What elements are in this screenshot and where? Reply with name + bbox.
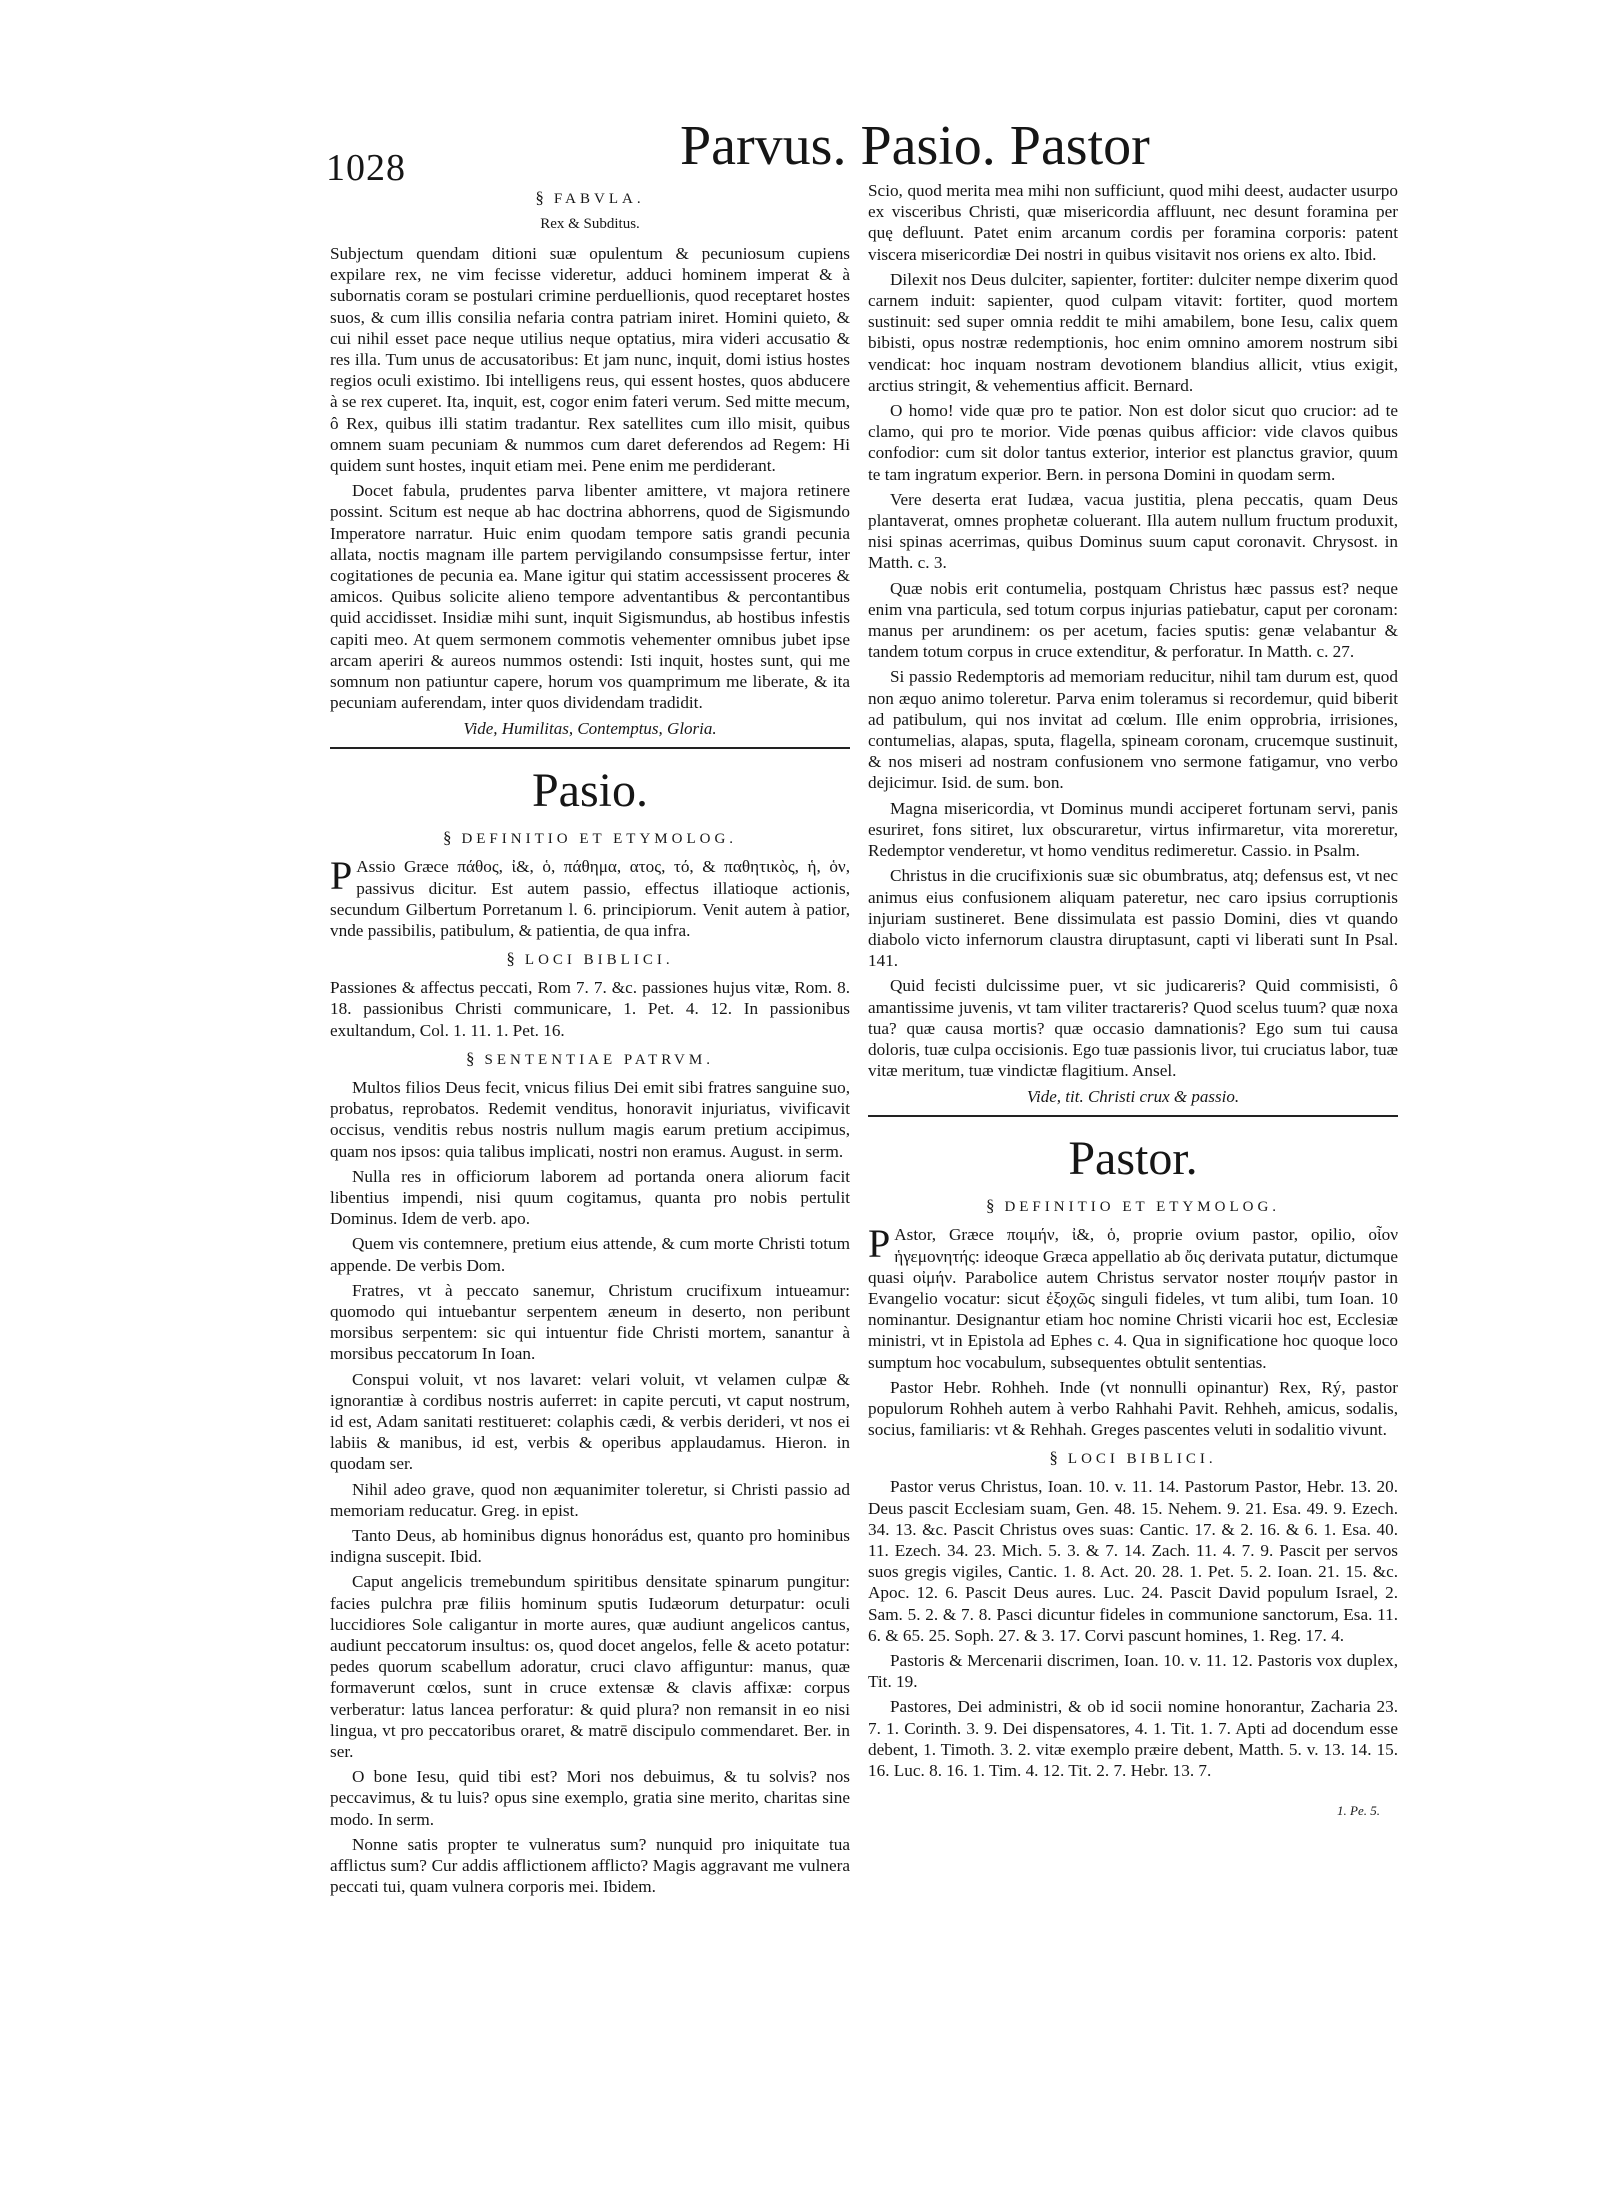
sententia: Quem vis contemnere, pretium eius attende, & cum morte Christi totum appende. De verbis Dom. (330, 1234, 850, 1275)
pilcrow-icon: § (985, 1196, 995, 1216)
pastor-loci-heading: § LOCI BIBLICI. (1049, 1448, 1217, 1468)
pastor-loci-text: Pastor verus Christus, Ioan. 10. v. 11. 14. Pastorum Pastor, Hebr. 13. 20. Deus pascit Ecclesiam suam, Gen. 48. 15. Nehem. 9. 21. Esa. 49. 9. Ezech. 34. 13. &c. Pascit Christus oves suas: Cantic. 17. & 2. 16. & 6. 1. Esa. 40. 11. Ezech. 34. 23. Mich. 5. 3. & 7. 14. Zach. 11. 4. 7. 9. Pascit per servos suos gregis vigiles, Cantic. 1. 8. Act. 20. 28. 1. Pet. 5. 2. Ioan. 21. 15. &c. Apoc. 12. 6. Pascit Deus aures. Luc. 24. Pascit David populum Israel, 2. Sam. 5. 2. & 7. 8. Pasci dicuntur fideles in communione sanctorum, Esa. 11. 6. & 65. 25. Soph. 27. & 3. 17. Corvi pascunt homines, 1. Reg. 17. 4. (868, 1477, 1398, 1645)
sententia: Vere deserta erat Iudæa, vacua justitia, plena peccatis, quam Deus plantaverat, omnes prophetæ coluerant. Illa autem nullum fructum produxit, nisi spinas acerrimas, quibus Dominus suum caput coronavit. Chrysost. in Matth. c. 3. (868, 489, 1398, 573)
passio-definition-heading: § DEFINITIO ET ETYMOLOG. (442, 828, 738, 848)
sententia: O bone Iesu, quid tibi est? Mori nos debuimus, & tu solvis? nos peccavimus, & tu luis? opus sine exemplo, gratia sine merito, charitas sine modo. In serm. (330, 1767, 850, 1829)
passio-sententiae-heading: § SENTENTIAE PATRVM. (466, 1048, 714, 1068)
sententia: Multos filios Deus fecit, vnicus filius Dei emit sibi fratres sanguine suo, probatus, reprobatos. Redemit venditus, honoravit injuriatus, vivificavit occisus, venditis rebus nostris nullum magis earum pretium accipimus, quam nos ipsos: quia talibus implicati, nostri non eramus. August. in serm. (330, 1077, 850, 1161)
sententia: Si passio Redemptoris ad memoriam reducitur, nihil tam durum est, quod non æquo animo toleretur. Parva enim toleramus si recordemur, quid biberit ad patibulum, qui nos invitat ad cœlum. Ille enim opprobria, irrisiones, contumelias, alapas, sputa, flagella, spineam coronam, crucemque sustinuit, & nos miseri ad nostram confusionem vno sermone fatigamur, vno verbo dejicimur. Isid. de sum. bon. (868, 667, 1398, 793)
fabula-subheading: Rex & Subditus. (540, 216, 640, 232)
drop-cap: P (868, 1221, 891, 1267)
page-number: 1028 (326, 147, 406, 189)
sententia: Conspui voluit, vt nos lavaret: velari voluit, vt velamen culpæ & ignorantiæ à cordibus nostris auferret: in capite percuti, vt caput nostrum, id est, Adam sanitati restitueret: colaphis cædi, & verbis derideri, vt nos ei labiis & manibus, id est, verbis & operibus applaudamus. Hieron. in quodam ser. (330, 1369, 850, 1474)
right-column (868, 180, 1398, 1819)
pastor-loci-text: Pastores, Dei administri, & ob id socii nomine honorantur, Zacharia 23. 7. 1. Corinth. 3. 9. Dei dispensatores, 4. 1. Tit. 1. 7. Apti ad docendum esse debent, 1. Timoth. 3. 2. vitæ exemplo præire debent, Matth. 5. v. 13. 14. 15. 16. Luc. 8. 16. 1. Tim. 4. 12. Tit. 2. 7. Hebr. 13. 7. (868, 1697, 1398, 1780)
pastor-definition-heading: § DEFINITIO ET ETYMOLOG. (985, 1196, 1281, 1216)
passio-loci-text: Passiones & affectus peccati, Rom 7. 7. &c. passiones hujus vitæ, Rom. 8. 18. passionibus Christi communicare, 1. Pet. 4. 12. In passionibus exultandum, Col. 1. 11. 1. Pet. 16. (330, 978, 850, 1040)
passio-loci-heading: § LOCI BIBLICI. (506, 949, 674, 969)
pilcrow-icon: § (466, 1048, 475, 1068)
pilcrow-icon: § (1049, 1448, 1058, 1468)
sententia: Magna misericordia, vt Dominus mundi acciperet fortunam servi, panis esuriret, fons sitiret, lux obscuraretur, virtus infirmaretur, vita moreretur, Redemptor venderetur, vt homo venditus redimeretur. Cassio. in Psalm. (868, 798, 1398, 861)
pilcrow-icon: § (506, 949, 515, 969)
cross-reference: Vide, tit. Christi crux & passio. (1026, 1087, 1240, 1107)
passio-definition: P Assio Græce πάθος, ἰ&, ὁ, πάθημα, ατος, τό, & παθητικὸς, ἡ, ὁν, passivus dicitur. Est autem passio, effectus illatioque actionis, secundum Gilbertum Porretanum l. 6. principiorum. Venit autem à patior, vnde passibilis, patibulum, & patientia, de qua infra. (330, 853, 850, 941)
sententia: Nulla res in officiorum laborem ad portanda onera aliorum facit libentius impendi, nisi quum cogitamus, quanta pro nobis pertulit Dominus. Idem de verb. apo. (330, 1166, 850, 1229)
sententia: O homo! vide quæ pro te patior. Non est dolor sicut quo crucior: ad te clamo, qui pro te morior. Vide pœnas quibus afficior: vide clavos quibus confodior: cum sit dolor tantus exterior, interior est planctus gravior, quum te tam ingratum experior. Bern. in persona Domini in quodam serm. (868, 401, 1398, 484)
entry-title-passio: Pasio. (531, 764, 648, 818)
left-column (330, 180, 850, 1901)
running-head: Parvus. Pasio. Pastor (680, 115, 1150, 177)
sententia: Caput angelicis tremebundum spiritibus densitate spinarum pungitur: facies pulchra præ filiis hominum sputis Iudæorum deturpatur: oculi luccidiores Sole caligantur in morte aures, quæ audiunt angelicos cantus, audiunt peccatorum insultus: os, quod docet angelos, felle & aceto potatur: pedes quorum scabellum adoratur, cruci clavo affiguntur: manus, quæ formaverunt cœlos, sunt in cruce extensæ & clavis affixæ: corpus verberatur: latus lancea perforatur: & quid plura? non remansit in eo nisi lingua, vt pro peccatoribus oraret, & matrē discipulo commendaret. Ber. in ser. (330, 1572, 850, 1761)
sententia: Fratres, vt à peccato sanemur, Christum crucifixum intueamur: quomodo qui intuebantur serpentem æneum in deserto, non peribunt morsibus serpentem: sic qui intuentur fide Christi mortem, sanantur à morsibus peccatorum In Ioan. (330, 1280, 850, 1364)
sententia: Christus in die crucifixionis suæ sic obumbratus, atq; defensus est, vt nec animus eius confusionem aliquam pateretur, nec caro ipsius corruptionis injuriam sustineret. Bene dissimulata est passio Domini, dies vt quando diabolo victo infernorum claustra diruptasunt, capti vi liberati sunt In Psal. 141. (868, 866, 1398, 971)
pilcrow-icon: § (535, 188, 544, 207)
entry-title-pastor: Pastor. (1068, 1132, 1198, 1186)
sententia: Scio, quod merita mea mihi non sufficiunt, quod mihi deest, audacter usurpo ex visceribus Christi, quæ misericordia affluunt, nec desunt foramina per quę defluunt. Patet enim arcanum cordis per foramina corporis: patent viscera misericordiæ Dei nostri in quibus visitavit nos oriens ex alto. Ibid. (868, 181, 1398, 264)
cross-reference: Vide, Humilitas, Contemptus, Gloria. (463, 719, 717, 739)
fabula-heading: § FABVLA. (535, 188, 645, 207)
drop-cap: P (330, 853, 353, 899)
catch-word: 1. Pe. 5. (1337, 1803, 1380, 1819)
pastor-hebrew-note: Pastor Hebr. Rohheh. Inde (vt nonnulli opinantur) Rex, Rý, pastor populorum Rohheh autem à verbo Rahhahi Pavit. Rehheh, amicus, sodalis, socius, familiaris: vt & Rehhah. Greges pascentes veluti in sodalitio vivunt. (868, 1377, 1398, 1440)
pastor-definition: P Astor, Græce ποιμήν, ἰ&, ὁ, proprie ovium pastor, opilio, οἶον ἡγεμονητής: ideoque Græca appellatio ab ὄις derivata putatur, dictumque quasi οἰμήν. Parabolice autem Christus servator noster ποιμήν pastor in Evangelio vocatur: sicut ἐξοχῶς singuli fideles, vt tum alibi, tum Ioan. 10 nominantur. Designantur etiam hoc nomine Christi vicarii hoc est, Ecclesiæ ministri, vt in Epistola ad Ephes c. 4. Qua in significatione hoc quoque loco sumptum hoc vocabulum, subsequentes obtulit sententias. (868, 1221, 1398, 1372)
pastor-loci-text: Pastoris & Mercenarii discrimen, Ioan. 10. v. 11. 12. Pastoris vox duplex, Tit. 19. (868, 1650, 1398, 1692)
sententia: Nihil adeo grave, quod non æquanimiter toleretur, si Christi passio ad memoriam reducatur. Greg. in epist. (330, 1479, 850, 1520)
sententia: Tanto Deus, ab hominibus dignus honorádus est, quanto pro hominibus indigna suscepit. Ibid. (330, 1525, 850, 1567)
sententia: Nonne satis propter te vulneratus sum? nunquid pro iniquitate tua afflictus sum? Cur addis afflictionem afflicto? Magis aggravant me vulnera peccati tui, quam vulnera corporis mei. Ibidem. (330, 1834, 850, 1897)
section-divider (330, 747, 850, 749)
pilcrow-icon: § (442, 828, 452, 848)
sententia: Dilexit nos Deus dulciter, sapienter, fortiter: dulciter nempe dixerim quod carnem induit: sapienter, quod culpam vitavit: fortiter, quod mortem sustinuit: sed super omnia reddit te mihi amabilem, bone Iesu, calix quem bibisti, opus nostræ redemptionis, hoc enim omnino amorem nostrum sibi vendicat: hoc inquam nostram devotionem blandius allicit, vtius exigit, arctius stringit, & vehementius afficit. Bernard. (868, 269, 1398, 395)
section-divider (868, 1115, 1398, 1117)
sententia: Quid fecisti dulcissime puer, vt sic judicareris? Quid commisisti, ô amantissime juvenis, vt tam viliter tractareris? Quod scelus tuum? quæ noxa tua? quæ causa mortis? quæ occasio damnationis? Ego sum tui causa doloris, tuæ culpa occisionis. Ego tuæ passionis livor, tui cruciatus labor, tuæ vitæ meritum, tuæ vindictæ flagitium. Ansel. (868, 976, 1398, 1081)
sententia: Quæ nobis erit contumelia, postquam Christus hæc passus est? neque enim vna particula, sed totum corpus injurias patiebatur, caput per coronam: manus per arundinem: os per acetum, facies sputis: genæ velabantur & tandem totum corpus in cruce extenditur, & perforatur. In Matth. c. 27. (868, 578, 1398, 662)
fabula-moral: Docet fabula, prudentes parva libenter amittere, vt majora retinere possint. Scitum est neque ab hac doctrina abhorrens, quod de Sigismundo Imperatore narratur. Huic enim quodam tempore satis grandi pecunia allata, noctis magnam ille partem pervigilando consumpsisse fertur, inter cogitationes de pecunia ea. Mane igitur qui statim accessissent proceres & amicos. Quibus solicite alieno tempore adventantibus & percontantibus quid accidisset. Insidiæ mihi sunt, inquit Sigismundus, ab hostibus infestis capiti meo. At quem sermonem commotis vehementer omnibus jubet ipse arcam aperiri & aureos nummos ostendi: Isti inquit, hostes sunt, qui me somnum non patiuntur capere, horum vos quamprimum me liberate, & ita pecuniam auferendam, inter quos dividendam tradidit. (330, 481, 850, 713)
fabula-paragraph: Subjectum quendam ditioni suæ opulentum & pecuniosum cupiens expilare rex, ne vim fecisse videretur, adduci hominem imperat & à subornatis coram se postulari crimine perduellionis, quod receptaret hostes suos, & cum illis consilia nefaria contra patriam iniret. Homini quieto, & cui nihil esset pace neque utilius neque optatius, mira videri accusatio & res illa. Tum unus de accusatoribus: Et jam nunc, inquit, domi istius hostes regios oculi existimo. Ibi intelligens reus, qui essent hostes, quos abducere à se rex cuperet. Ita, inquit, est, cogor enim fateri verum. Sed mitte mecum, ô Rex, quibus illi statim tradantur. Rex satellites cum illo misit, quibus omnem suam pecuniam & nummos cum daret deferendos ad Regem: Hi quidem sunt hostes, inquit etiam mei. Pene enim me perdiderant. (330, 244, 850, 476)
